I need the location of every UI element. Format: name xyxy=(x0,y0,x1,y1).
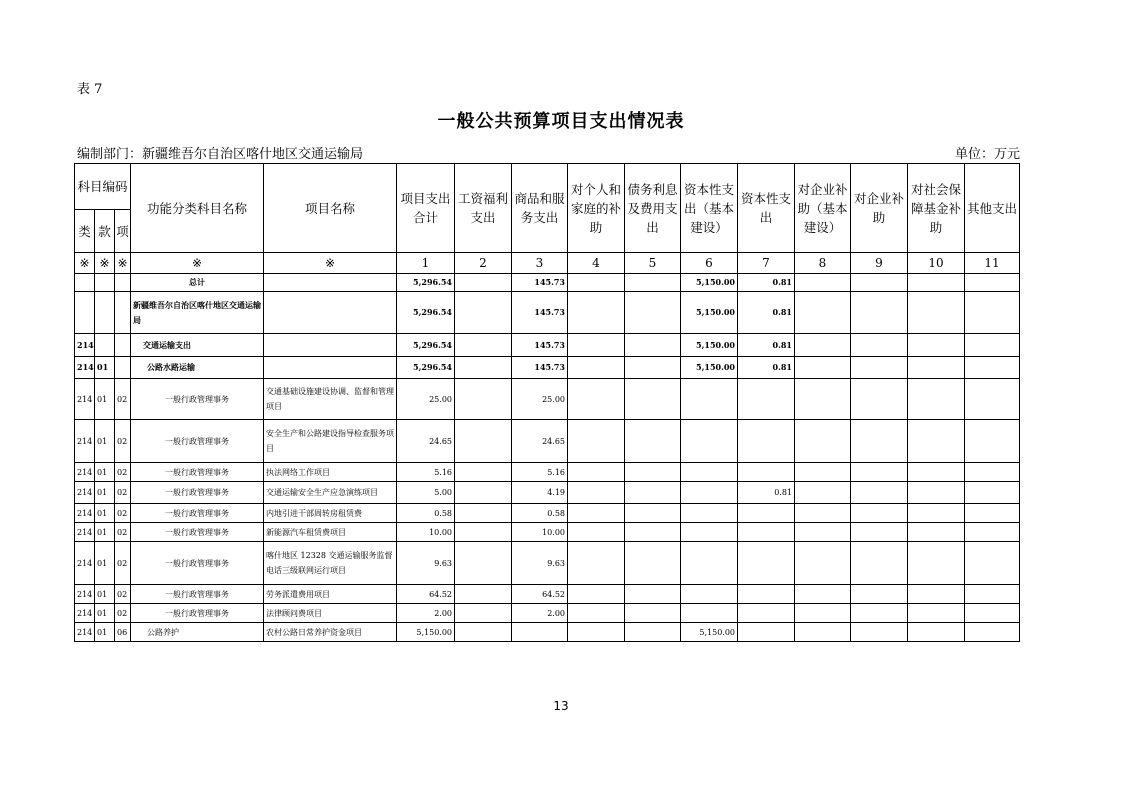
subject-code-cell xyxy=(75,292,95,334)
amount-cell xyxy=(965,334,1020,357)
amount-cell: 5,150.00 xyxy=(397,623,455,642)
amount-cell: 5,150.00 xyxy=(681,623,738,642)
amount-cell: 145.73 xyxy=(512,274,568,292)
project-name-cell: 新能源汽车租赁费项目 xyxy=(264,523,397,542)
amount-cell xyxy=(795,357,851,379)
amount-cell xyxy=(851,604,908,623)
amount-cell xyxy=(851,379,908,420)
amount-cell xyxy=(795,542,851,585)
amount-cell xyxy=(795,463,851,482)
amount-cell xyxy=(512,623,568,642)
budget-table xyxy=(74,163,1020,642)
function-name-cell: 一般行政管理事务 xyxy=(131,482,264,504)
amount-cell xyxy=(851,504,908,523)
amount-cell: 10.00 xyxy=(397,523,455,542)
subject-code-cell: 01 xyxy=(95,623,115,642)
col-1: 项目支出合计 xyxy=(397,164,455,253)
subject-code-cell xyxy=(75,274,95,292)
amount-cell xyxy=(568,482,625,504)
table-row xyxy=(75,463,1020,482)
col-function-name: 功能分类科目名称 xyxy=(131,164,264,253)
subject-code-cell: 214 xyxy=(75,463,95,482)
table-row xyxy=(75,542,1020,585)
index-row xyxy=(75,253,1020,274)
subject-code-cell xyxy=(115,274,131,292)
amount-cell xyxy=(568,357,625,379)
amount-cell xyxy=(455,482,512,504)
index-number: 7 xyxy=(738,253,795,274)
amount-cell xyxy=(908,357,965,379)
amount-cell xyxy=(625,274,681,292)
subject-code-cell xyxy=(95,334,115,357)
amount-cell xyxy=(738,504,795,523)
table-row xyxy=(75,523,1020,542)
amount-cell xyxy=(738,585,795,604)
amount-cell xyxy=(681,585,738,604)
amount-cell xyxy=(681,604,738,623)
amount-cell xyxy=(455,334,512,357)
function-name-cell: 一般行政管理事务 xyxy=(131,379,264,420)
project-name-cell: 执法网络工作项目 xyxy=(264,463,397,482)
amount-cell xyxy=(568,523,625,542)
amount-cell xyxy=(908,585,965,604)
amount-cell xyxy=(738,604,795,623)
amount-cell xyxy=(965,604,1020,623)
amount-cell xyxy=(965,482,1020,504)
amount-cell xyxy=(965,504,1020,523)
project-name-cell: 农村公路日常养护资金项目 xyxy=(264,623,397,642)
amount-cell: 5,150.00 xyxy=(681,334,738,357)
col-subject-code: 科目编码 xyxy=(75,164,131,210)
amount-cell: 5,150.00 xyxy=(681,292,738,334)
table-row xyxy=(75,623,1020,642)
col-11: 其他支出 xyxy=(965,164,1020,253)
subject-code-cell: 06 xyxy=(115,623,131,642)
amount-cell xyxy=(908,482,965,504)
table-row xyxy=(75,357,1020,379)
subject-code-cell xyxy=(95,292,115,334)
subject-code-cell: 01 xyxy=(95,504,115,523)
amount-cell xyxy=(908,623,965,642)
amount-cell xyxy=(625,292,681,334)
amount-cell xyxy=(455,357,512,379)
index-number: 10 xyxy=(908,253,965,274)
amount-cell xyxy=(965,357,1020,379)
subject-code-cell xyxy=(115,292,131,334)
amount-cell xyxy=(625,623,681,642)
amount-cell xyxy=(455,292,512,334)
function-name-cell: 新疆维吾尔自治区喀什地区交通运输局 xyxy=(131,292,264,334)
subject-code-cell: 214 xyxy=(75,379,95,420)
subject-code-cell: 02 xyxy=(115,463,131,482)
amount-cell xyxy=(851,420,908,463)
amount-cell: 24.65 xyxy=(512,420,568,463)
amount-cell xyxy=(681,379,738,420)
amount-cell xyxy=(568,463,625,482)
amount-cell xyxy=(681,523,738,542)
subject-code-cell: 214 xyxy=(75,542,95,585)
amount-cell xyxy=(965,542,1020,585)
function-name-cell: 一般行政管理事务 xyxy=(131,504,264,523)
amount-cell xyxy=(795,292,851,334)
amount-cell xyxy=(568,623,625,642)
amount-cell: 5.00 xyxy=(397,482,455,504)
col-8: 对企业补助（基本建设） xyxy=(795,164,851,253)
subject-code-cell: 02 xyxy=(115,379,131,420)
project-name-cell xyxy=(264,334,397,357)
amount-cell xyxy=(795,504,851,523)
table-row xyxy=(75,420,1020,463)
amount-cell xyxy=(851,334,908,357)
amount-cell xyxy=(795,420,851,463)
subject-code-cell: 214 xyxy=(75,357,95,379)
subject-code-cell: 01 xyxy=(95,420,115,463)
col-10: 对社会保障基金补助 xyxy=(908,164,965,253)
subject-code-cell: 214 xyxy=(75,523,95,542)
subject-code-cell xyxy=(115,334,131,357)
amount-cell xyxy=(568,420,625,463)
amount-cell xyxy=(681,542,738,585)
amount-cell xyxy=(851,542,908,585)
amount-cell: 145.73 xyxy=(512,292,568,334)
function-name-cell: 一般行政管理事务 xyxy=(131,420,264,463)
subject-code-cell: 214 xyxy=(75,420,95,463)
amount-cell xyxy=(908,504,965,523)
subject-code-cell: 02 xyxy=(115,585,131,604)
project-name-cell: 安全生产和公路建设指导检查服务项目 xyxy=(264,420,397,463)
index-marker: ※ xyxy=(95,253,115,274)
index-number: 1 xyxy=(397,253,455,274)
unit-label: 单位：万元 xyxy=(955,147,1021,162)
amount-cell: 145.73 xyxy=(512,357,568,379)
amount-cell xyxy=(851,523,908,542)
amount-cell xyxy=(568,504,625,523)
amount-cell: 0.58 xyxy=(512,504,568,523)
table-row xyxy=(75,482,1020,504)
subject-code-cell: 01 xyxy=(95,585,115,604)
subject-code-cell: 02 xyxy=(115,542,131,585)
subject-code-cell: 02 xyxy=(115,420,131,463)
subject-code-cell: 214 xyxy=(75,334,95,357)
amount-cell xyxy=(908,542,965,585)
department-label: 编制部门：新疆维吾尔自治区喀什地区交通运输局 xyxy=(77,147,364,162)
amount-cell xyxy=(568,292,625,334)
function-name-cell: 总计 xyxy=(131,274,264,292)
col-project-name: 项目名称 xyxy=(264,164,397,253)
amount-cell xyxy=(455,274,512,292)
col-7: 资本性支出 xyxy=(738,164,795,253)
amount-cell xyxy=(625,379,681,420)
amount-cell xyxy=(625,334,681,357)
table-row xyxy=(75,604,1020,623)
amount-cell xyxy=(965,379,1020,420)
amount-cell xyxy=(795,585,851,604)
index-marker: ※ xyxy=(264,253,397,274)
amount-cell: 0.81 xyxy=(738,292,795,334)
index-marker: ※ xyxy=(131,253,264,274)
amount-cell xyxy=(625,420,681,463)
amount-cell xyxy=(568,585,625,604)
amount-cell xyxy=(738,542,795,585)
col-kuan: 款 xyxy=(95,210,115,253)
amount-cell xyxy=(625,463,681,482)
index-number: 2 xyxy=(455,253,512,274)
amount-cell xyxy=(908,292,965,334)
amount-cell xyxy=(965,420,1020,463)
amount-cell: 0.81 xyxy=(738,334,795,357)
function-name-cell: 交通运输支出 xyxy=(131,334,264,357)
function-name-cell: 一般行政管理事务 xyxy=(131,604,264,623)
amount-cell: 5,296.54 xyxy=(397,274,455,292)
subject-code-cell: 214 xyxy=(75,482,95,504)
subject-code-cell: 01 xyxy=(95,463,115,482)
index-marker: ※ xyxy=(115,253,131,274)
table-label: 表 7 xyxy=(77,82,103,97)
amount-cell xyxy=(795,523,851,542)
amount-cell xyxy=(455,420,512,463)
amount-cell xyxy=(795,274,851,292)
page-title: 一般公共预算项目支出情况表 xyxy=(437,111,685,132)
amount-cell xyxy=(568,379,625,420)
amount-cell xyxy=(455,604,512,623)
amount-cell: 5,296.54 xyxy=(397,357,455,379)
amount-cell xyxy=(908,334,965,357)
amount-cell: 5,150.00 xyxy=(681,274,738,292)
col-xiang: 项 xyxy=(115,210,131,253)
index-number: 5 xyxy=(625,253,681,274)
subject-code-cell: 01 xyxy=(95,523,115,542)
amount-cell: 4.19 xyxy=(512,482,568,504)
subject-code-cell: 02 xyxy=(115,604,131,623)
index-number: 3 xyxy=(512,253,568,274)
amount-cell: 25.00 xyxy=(512,379,568,420)
amount-cell xyxy=(795,379,851,420)
amount-cell xyxy=(795,604,851,623)
amount-cell: 5.16 xyxy=(512,463,568,482)
function-name-cell: 一般行政管理事务 xyxy=(131,463,264,482)
col-9: 对企业补助 xyxy=(851,164,908,253)
amount-cell xyxy=(455,379,512,420)
index-number: 11 xyxy=(965,253,1020,274)
amount-cell xyxy=(455,542,512,585)
col-4: 对个人和家庭的补助 xyxy=(568,164,625,253)
amount-cell: 5.16 xyxy=(397,463,455,482)
amount-cell xyxy=(851,482,908,504)
table-row xyxy=(75,274,1020,292)
amount-cell xyxy=(738,523,795,542)
amount-cell xyxy=(795,623,851,642)
project-name-cell xyxy=(264,357,397,379)
amount-cell xyxy=(625,357,681,379)
subject-code-cell: 02 xyxy=(115,504,131,523)
table-row xyxy=(75,334,1020,357)
index-marker: ※ xyxy=(75,253,95,274)
amount-cell xyxy=(795,334,851,357)
function-name-cell: 一般行政管理事务 xyxy=(131,542,264,585)
subject-code-cell: 01 xyxy=(95,604,115,623)
index-number: 9 xyxy=(851,253,908,274)
table-row xyxy=(75,504,1020,523)
amount-cell xyxy=(625,523,681,542)
amount-cell xyxy=(455,523,512,542)
amount-cell: 0.81 xyxy=(738,274,795,292)
amount-cell xyxy=(681,420,738,463)
project-name-cell: 法律顾问费项目 xyxy=(264,604,397,623)
subject-code-cell: 01 xyxy=(95,379,115,420)
subject-code-cell xyxy=(95,274,115,292)
function-name-cell: 公路养护 xyxy=(131,623,264,642)
project-name-cell: 喀什地区 12328 交通运输服务监督电话三级联网运行项目 xyxy=(264,542,397,585)
amount-cell xyxy=(908,379,965,420)
amount-cell: 10.00 xyxy=(512,523,568,542)
project-name-cell: 劳务派遣费用项目 xyxy=(264,585,397,604)
project-name-cell: 交通基础设施建设协调、监督和管理项目 xyxy=(264,379,397,420)
amount-cell xyxy=(738,623,795,642)
amount-cell xyxy=(681,482,738,504)
amount-cell xyxy=(738,420,795,463)
index-number: 4 xyxy=(568,253,625,274)
subject-code-cell: 02 xyxy=(115,482,131,504)
amount-cell xyxy=(795,482,851,504)
col-6: 资本性支出（基本建设） xyxy=(681,164,738,253)
table-row xyxy=(75,585,1020,604)
amount-cell xyxy=(965,623,1020,642)
amount-cell xyxy=(455,623,512,642)
amount-cell xyxy=(851,623,908,642)
amount-cell: 5,296.54 xyxy=(397,334,455,357)
amount-cell xyxy=(568,542,625,585)
amount-cell xyxy=(681,463,738,482)
amount-cell xyxy=(455,504,512,523)
subject-code-cell xyxy=(115,357,131,379)
amount-cell: 2.00 xyxy=(512,604,568,623)
project-name-cell: 内地引进干部周转房租赁费 xyxy=(264,504,397,523)
table-row xyxy=(75,292,1020,334)
subject-code-cell: 214 xyxy=(75,504,95,523)
amount-cell xyxy=(851,463,908,482)
amount-cell xyxy=(568,274,625,292)
amount-cell xyxy=(965,585,1020,604)
amount-cell xyxy=(908,604,965,623)
subject-code-cell: 214 xyxy=(75,585,95,604)
function-name-cell: 一般行政管理事务 xyxy=(131,585,264,604)
amount-cell xyxy=(738,463,795,482)
amount-cell xyxy=(851,274,908,292)
subject-code-cell: 01 xyxy=(95,542,115,585)
function-name-cell: 公路水路运输 xyxy=(131,357,264,379)
amount-cell xyxy=(965,463,1020,482)
amount-cell xyxy=(908,420,965,463)
table-row xyxy=(75,379,1020,420)
amount-cell xyxy=(625,604,681,623)
amount-cell xyxy=(625,585,681,604)
col-2: 工资福利支出 xyxy=(455,164,512,253)
table-body xyxy=(75,274,1020,642)
amount-cell xyxy=(908,463,965,482)
amount-cell xyxy=(625,542,681,585)
subject-code-cell: 02 xyxy=(115,523,131,542)
col-5: 债务利息及费用支出 xyxy=(625,164,681,253)
amount-cell xyxy=(965,274,1020,292)
amount-cell: 145.73 xyxy=(512,334,568,357)
subject-code-cell: 01 xyxy=(95,482,115,504)
col-3: 商品和服务支出 xyxy=(512,164,568,253)
amount-cell: 25.00 xyxy=(397,379,455,420)
amount-cell: 64.52 xyxy=(512,585,568,604)
amount-cell: 9.63 xyxy=(397,542,455,585)
project-name-cell xyxy=(264,274,397,292)
amount-cell xyxy=(568,334,625,357)
amount-cell xyxy=(965,523,1020,542)
project-name-cell: 交通运输安全生产应急演练项目 xyxy=(264,482,397,504)
amount-cell: 5,296.54 xyxy=(397,292,455,334)
index-number: 6 xyxy=(681,253,738,274)
amount-cell xyxy=(681,504,738,523)
amount-cell: 5,150.00 xyxy=(681,357,738,379)
amount-cell xyxy=(851,357,908,379)
col-lei: 类 xyxy=(75,210,95,253)
amount-cell xyxy=(455,585,512,604)
amount-cell xyxy=(908,274,965,292)
function-name-cell: 一般行政管理事务 xyxy=(131,523,264,542)
amount-cell xyxy=(851,585,908,604)
amount-cell: 2.00 xyxy=(397,604,455,623)
subject-code-cell: 214 xyxy=(75,604,95,623)
amount-cell: 24.65 xyxy=(397,420,455,463)
amount-cell xyxy=(455,463,512,482)
amount-cell: 0.81 xyxy=(738,482,795,504)
amount-cell: 9.63 xyxy=(512,542,568,585)
header-row-1 xyxy=(75,164,1020,210)
index-number: 8 xyxy=(795,253,851,274)
amount-cell xyxy=(625,504,681,523)
subject-code-cell: 214 xyxy=(75,623,95,642)
amount-cell: 0.81 xyxy=(738,357,795,379)
amount-cell xyxy=(965,292,1020,334)
page-number: 13 xyxy=(553,699,569,713)
amount-cell: 0.58 xyxy=(397,504,455,523)
amount-cell: 64.52 xyxy=(397,585,455,604)
amount-cell xyxy=(851,292,908,334)
subject-code-cell: 01 xyxy=(95,357,115,379)
project-name-cell xyxy=(264,292,397,334)
amount-cell xyxy=(625,482,681,504)
amount-cell xyxy=(908,523,965,542)
amount-cell xyxy=(738,379,795,420)
amount-cell xyxy=(568,604,625,623)
